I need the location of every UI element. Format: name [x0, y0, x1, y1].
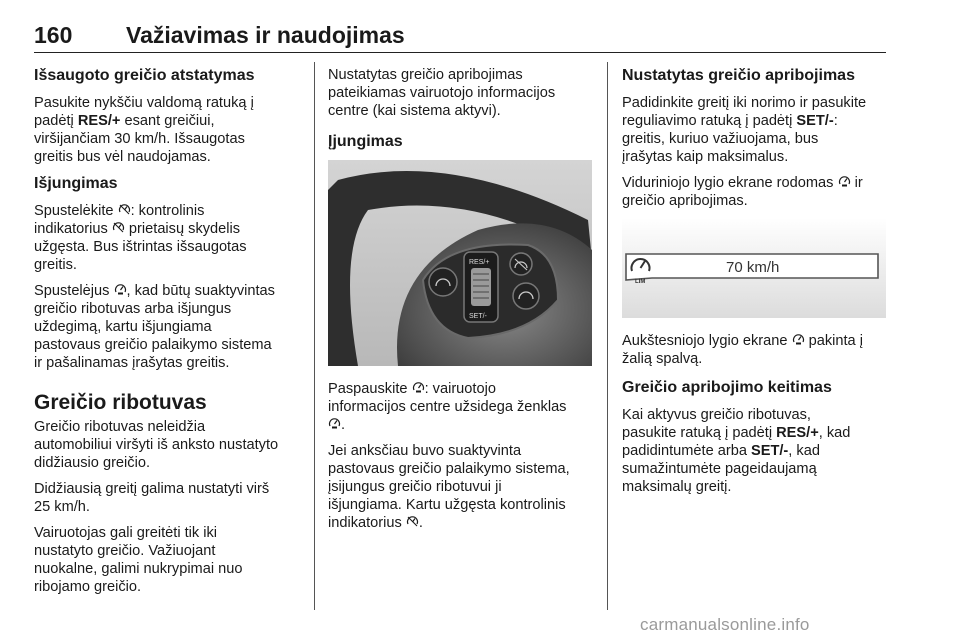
paragraph-intro: Nustatytas greičio apribojimas pateikiamas vairuotojo informacijos centre (kai sistema aktyvi).	[328, 67, 556, 119]
paragraph-off-2: Spustelėjus , kad būtų suaktyvintas greičio ribotuvas arba išjungus uždegimą, kartu išjungiama pastovaus greičio palaikymo sistema ir pašalinamas įrašytas greitis.	[34, 283, 275, 371]
paragraph-activation-2: Jei anksčiau buvo suaktyvinta pastovaus greičio palaikymo sistema, įsijungus greičio ribotuvui ji išjungiama. Kartu užgęsta kontrolinis indikatorius .	[328, 443, 570, 531]
heading-speed-limiter: Greičio ribotuvas	[34, 391, 207, 414]
driver-info-display-illustration	[622, 218, 886, 318]
paragraph-off-1: Spustelėkite : kontrolinis indikatorius prietaisų skydelis užgęsta. Bus ištrintas išsaugotas greitis.	[34, 203, 247, 273]
speed-limiter-icon	[838, 174, 851, 192]
steering-wheel-illustration	[328, 160, 592, 366]
heading-restore-speed: Išsaugoto greičio atstatymas	[34, 67, 255, 84]
paragraph-set-1: Padidinkite greitį iki norimo ir pasukite reguliavimo ratuką į padėtį SET/-: greitis, kuriuo važiuojama, bus įrašytas kaip maksimalus.	[622, 95, 867, 165]
paragraph-change: Kai aktyvus greičio ribotuvas, pasukite ratuką į padėtį RES/+, kad padidintumėte arba SET/-, kad sumažintumėte pageidaujamą maksimalų greitį.	[622, 407, 851, 495]
watermark: carmanualsonline.info	[640, 615, 810, 634]
column-divider-2	[607, 62, 608, 610]
cruise-control-off-icon	[112, 220, 125, 238]
speed-limiter-icon	[114, 282, 127, 300]
speed-limiter-icon	[328, 416, 341, 434]
heading-switch-off: Išjungimas	[34, 175, 118, 192]
column-2	[328, 66, 596, 540]
paragraph-limiter-2: Didžiausią greitį galima nustatyti virš 25 km/h.	[34, 481, 270, 515]
heading-change-limit: Greičio apribojimo keitimas	[622, 379, 832, 396]
cruise-control-off-icon	[118, 202, 131, 220]
page-number: 160	[34, 22, 73, 48]
res-label: RES/+	[469, 259, 490, 266]
heading-set-limit: Nustatytas greičio apribojimas	[622, 67, 855, 84]
cruise-control-off-icon	[406, 514, 419, 532]
paragraph-limiter-1: Greičio ribotuvas neleidžia automobiliui viršyti iš anksto nustatyto didžiausio greičio.	[34, 419, 279, 471]
column-divider-1	[314, 62, 315, 610]
set-label: SET/-	[469, 313, 487, 320]
paragraph-limiter-3: Vairuotojas gali greitėti tik iki nustatyto greičio. Važiuojant nuokalne, galimi nukrypimai nuo ribojamo greičio.	[34, 525, 243, 595]
chapter-title: Važiavimas ir naudojimas	[126, 22, 405, 48]
paragraph-set-3: Aukštesniojo lygio ekrane pakinta į žalią spalvą.	[622, 333, 863, 367]
column-1	[34, 66, 304, 604]
display-speed: 70 km/h	[726, 259, 780, 276]
speed-limiter-icon	[792, 332, 805, 350]
speed-limiter-icon	[412, 380, 425, 398]
paragraph-set-2: Viduriniojo lygio ekrane rodomas ir greičio apribojimas.	[622, 175, 863, 209]
header-divider	[34, 52, 886, 53]
paragraph-activation-1: Paspauskite : vairuotojo informacijos centre užsidega ženklas .	[328, 381, 567, 433]
paragraph-restore: Pasukite nykščiu valdomą ratuką į padėtį RES/+ esant greičiui, viršijančiam 30 km/h. Išsaugotas greitis bus vėl naudojamas.	[34, 95, 254, 165]
page-header	[34, 22, 886, 52]
heading-activation: Įjungimas	[328, 133, 403, 150]
column-3	[622, 66, 892, 504]
lim-label: LIM	[635, 279, 646, 285]
